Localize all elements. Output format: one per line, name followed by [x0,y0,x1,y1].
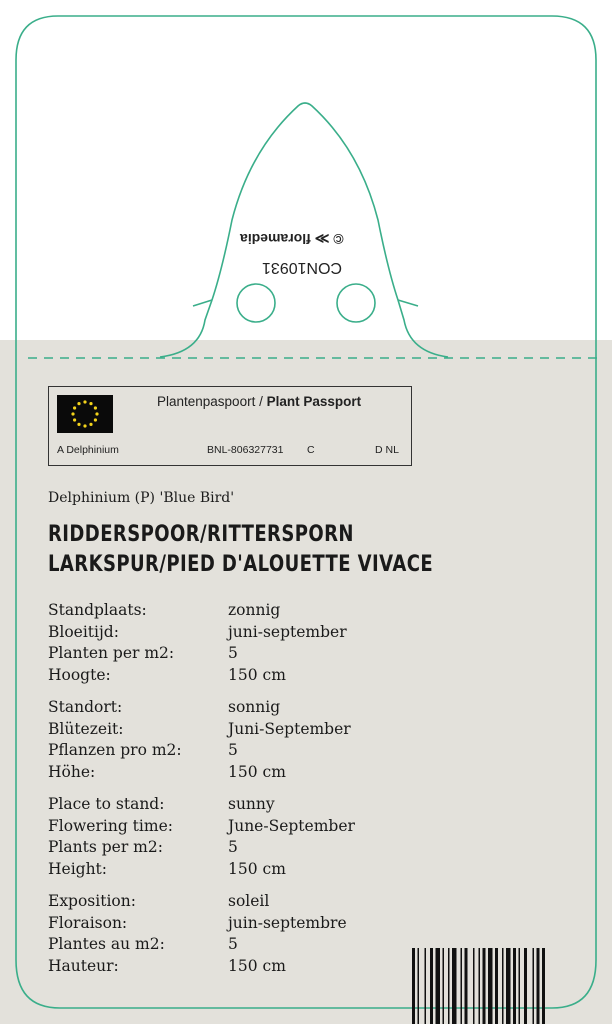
info-label: Planten per m2: [48,644,175,662]
species-name: Delphinium (P) 'Blue Bird' [48,490,235,506]
info-label: Pflanzen pro m2: [48,741,182,759]
info-value: 5 [228,644,238,662]
common-name-line2: LARKSPUR/PIED D'ALOUETTE VIVACE [48,552,434,577]
info-label: Plants per m2: [48,838,163,856]
passport-a-field: A Delphinium [57,444,119,456]
info-row-en [48,795,448,815]
info-value: sunny [228,795,275,813]
info-row-en [48,860,448,880]
info-row-fr [48,935,448,955]
info-label: Blütezeit: [48,719,124,738]
info-row-de [48,698,448,718]
info-value: juni-september [228,622,347,641]
info-value: juin-septembre [228,913,347,932]
info-value: soleil [228,892,270,910]
info-value: 150 cm [228,956,286,975]
passport-d-field: D NL [375,444,399,456]
info-row-fr [48,914,448,934]
info-value: 150 cm [228,665,286,684]
info-row-de [48,741,448,761]
info-row-en [48,838,448,858]
logo-text: floramedia [240,231,311,247]
info-row-fr [48,892,448,912]
info-label: Plantes au m2: [48,935,165,953]
info-row-nl [48,623,448,643]
info-value: 150 cm [228,859,286,878]
info-row-nl [48,644,448,664]
hang-hole-right [337,284,375,322]
passport-c-field: C [307,444,315,456]
info-row-en [48,817,448,837]
info-value: Juni-September [228,719,351,738]
info-row-de [48,720,448,740]
info-label: Floraison: [48,913,128,932]
info-label: Höhe: [48,762,96,781]
info-row-fr [48,957,448,977]
floramedia-mark-icon: ≫ [310,231,330,247]
info-value: 5 [228,838,238,856]
info-label: Exposition: [48,892,136,910]
info-value: 5 [228,935,238,953]
plant-passport [48,386,412,466]
info-label: Flowering time: [48,816,173,835]
info-label: Bloeitijd: [48,622,119,641]
info-value: 150 cm [228,762,286,781]
floramedia-logo [240,230,344,247]
common-name-line1: RIDDERSPOOR/RITTERSPORN [48,522,354,547]
hanger-notch-left [193,300,212,306]
info-value: sonnig [228,698,281,716]
passport-b-field: BNL-806327731 [207,444,284,456]
info-label: Place to stand: [48,795,165,813]
barcode [410,948,596,1024]
product-code: CON10931 [262,259,343,276]
info-row-nl [48,666,448,686]
eu-flag-icon [57,395,113,433]
info-value: June-September [228,816,355,835]
info-label: Hoogte: [48,665,111,684]
passport-title: Plantenpaspoort / Plant Passport [157,394,362,409]
info-label: Standort: [48,698,123,716]
hanger-notch-right [398,300,418,306]
info-value: zonnig [228,601,281,619]
info-label: Standplaats: [48,601,147,619]
info-row-nl [48,601,448,621]
info-label: Height: [48,859,108,878]
info-value: 5 [228,741,238,759]
hang-hole-left [237,284,275,322]
copyright-icon: © [329,231,344,247]
info-label: Hauteur: [48,956,119,975]
info-row-de [48,763,448,783]
